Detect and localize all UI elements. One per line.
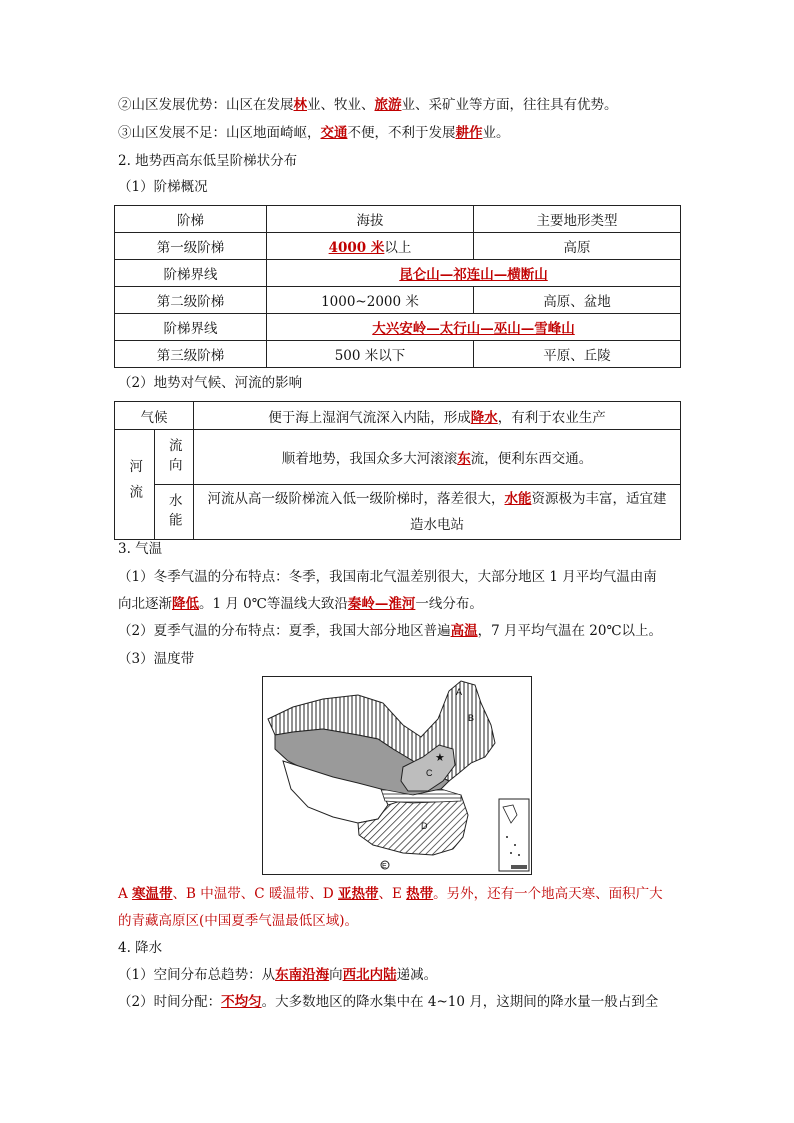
temperature-zone-map xyxy=(262,676,532,875)
table-row: 阶梯界线 昆仑山—祁连山—横断山 xyxy=(115,260,681,287)
label-a: A xyxy=(456,687,463,697)
label-c: C xyxy=(426,768,433,778)
para-rain-temporal: （2）时间分配：不均匀。大多数地区的降水集中在 4~10 月，这期间的降水量一般占到全 xyxy=(118,994,659,1010)
table-row: 第二级阶梯 1000~2000 米 高原、盆地 xyxy=(115,287,681,314)
section-heading-temperature: 3. 气温 xyxy=(118,541,163,557)
para-mountain-weakness: ③山区发展不足：山区地面崎岖，交通不便，不利于发展耕作业。 xyxy=(118,125,510,141)
keyword: 交通 xyxy=(320,125,348,141)
table-row: 第三级阶梯 500 米以下 平原、丘陵 xyxy=(115,341,681,368)
keyword: 耕作 xyxy=(455,125,483,141)
table-row: 河流 流向 顺着地势，我国众多大河滚滚东流，便利东西交通。 xyxy=(115,430,681,485)
keyword: 林 xyxy=(293,97,307,113)
para-rain-spatial: （1）空间分布总趋势：从东南沿海向西北内陆递减。 xyxy=(118,967,438,983)
influence-table xyxy=(114,401,681,540)
label-d: D xyxy=(421,821,428,831)
steps-table xyxy=(114,205,681,368)
para-temp-zones: A 寒温带、B 中温带、C 暖温带、D 亚热带、E 热带。另外，还有一个地高天寒、面积广大 xyxy=(118,886,663,902)
table-row: 水能 河流从高一级阶梯流入低一级阶梯时，落差很大，水能资源极为丰富，适宜建 造水电站 xyxy=(115,485,681,540)
para-winter-temp: （1）冬季气温的分布特点：冬季，我国南北气温差别很大，大部分地区 1 月平均气温由南 xyxy=(118,569,657,585)
keyword: 旅游 xyxy=(374,97,402,113)
china-map-figure xyxy=(263,677,531,874)
table-row: 阶梯界线 大兴安岭—太行山—巫山—雪峰山 xyxy=(115,314,681,341)
capital-star-icon: ★ xyxy=(435,751,445,764)
para-mountain-advantage: ②山区发展优势：山区在发展林业、牧业、旅游业、采矿业等方面，往往具有优势。 xyxy=(118,97,618,113)
para-winter-temp-cont: 向北逐渐降低。1 月 0℃等温线大致沿秦岭—淮河一线分布。 xyxy=(118,596,483,612)
para-temp-zones-cont: 的青藏高原区(中国夏季气温最低区域)。 xyxy=(118,913,359,929)
section-heading-terrain: 2. 地势西高东低呈阶梯状分布 xyxy=(118,153,298,169)
table-row: 第一级阶梯 4000 米以上 高原 xyxy=(115,233,681,260)
subheading-steps: （1）阶梯概况 xyxy=(118,179,208,195)
para-summer-temp: （2）夏季气温的分布特点：夏季，我国大部分地区普遍高温，7 月平均气温在 20℃以上。 xyxy=(118,623,663,639)
subheading-temp-zones: （3）温度带 xyxy=(118,651,195,667)
label-e: E xyxy=(382,863,387,870)
subheading-influence: （2）地势对气候、河流的影响 xyxy=(118,375,303,391)
table-row: 气候 便于海上湿润气流深入内陆，形成降水，有利于农业生产 xyxy=(115,402,681,430)
south-sea-inset xyxy=(499,799,529,871)
label-b: B xyxy=(468,713,475,723)
section-heading-precipitation: 4. 降水 xyxy=(118,940,163,956)
table-row: 阶梯 海拔 主要地形类型 xyxy=(115,206,681,233)
